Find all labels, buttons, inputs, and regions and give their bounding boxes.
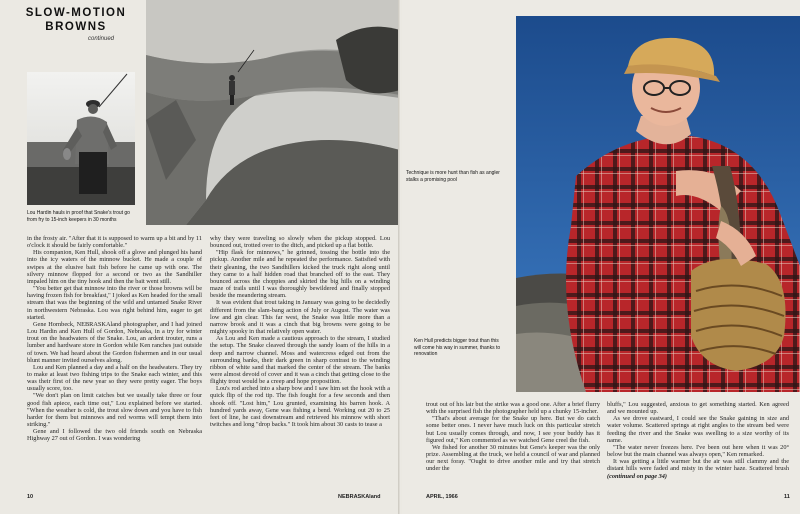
portrait-photo-caption: Ken Hull predicts bigger trout than this will come his way in summer, thanks to renovation — [414, 338, 501, 357]
col2-para-3: It was evident that trout taking in January was going to be decidedly different from the slam-bang action of July or August. The water was low and gin clear. This far west, the Snake was little more than a narrow brook and it was a cinch that big browns were going to be mighty spooky in that relatively open water. — [210, 299, 390, 336]
col3-para-2: "That's about average for the Snake up here. But we do catch some better ones. I never have much luck on this particular stretch but Lou usually comes through, and now, I see your buddy has it figured out," Ken commented as we watched Gene creel the fish. — [426, 415, 600, 444]
continued-on-page: (continued on page 34) — [607, 472, 667, 480]
article-column-2 — [210, 235, 390, 485]
angler-photo-image — [27, 72, 135, 205]
col4-para-3: "The water never freezes here. I've been out here when it was 20° below but the main channel was always open," Ken remarked. — [607, 443, 789, 459]
right-page — [402, 0, 800, 514]
col1-para-1: in the frosty air. "After that it is supposed to warm up a bit and by 11 o'clock it should be fairly comfortable." — [27, 235, 202, 250]
col1-para-5: Lou and Ken planned a day and a half on the headwaters. They try to make at least two fishing trips to the Snake each winter, and this was their first of the new year so they were pretty eager. The boys usually score, too. — [27, 363, 202, 393]
left-magazine-name: NEBRASKAland — [338, 494, 381, 500]
col4-para-2: As we drove eastward, I could see the Snake gaining in size and water volume. Scattered springs at right angles to the stream bed were feeding the river and the Snake was swelling to a size worthy of its name. — [607, 415, 789, 444]
article-column-4 — [607, 401, 789, 493]
right-page-date: APRIL, 1966 — [426, 494, 458, 500]
stream-photo-caption: Technique is more hunt than fish as angler stalks a promising pool — [406, 170, 500, 183]
portrait-photo-image — [516, 16, 800, 392]
col3-para-3: We fished for another 30 minutes but Gene's keeper was the only prize. Assembling at the truck, we held a council of war and planned our next foray. "Ought to drive another mile and try that stretch under the — [426, 443, 600, 473]
article-column-1 — [27, 235, 202, 485]
stream-photo-image — [146, 0, 400, 225]
title-line-2: BROWNS — [45, 21, 107, 33]
col1-para-2: His companion, Ken Hull, shook off a glove and plunged his hand into the icy waters of the minnow bucket. He made a couple of swipes at the elusive bait fish before he came up with one. The silvery minnow flopped for a second or two as the Sandhiller impaled him on the tiny hook and then the bait went still. — [27, 249, 202, 285]
col1-para-4: Gene Hornbeck, NEBRASKAland photographer, and I had joined Lou Hardin and Ken Hull of Gordon, Nebraska, in a try for winter trout on the headwaters of the Snake. Lou, an ardent trouter, runs a lumber and hardware store in Gordon while Ken ranches just outside of town. We had heard about the Gordon fishermen and in our usual blunt manner invited ourselves along. — [27, 320, 202, 364]
col4-para-1: bluffs," Lou suggested, anxious to get something started. Ken agreed and we mounted up. — [607, 401, 789, 416]
stream-photo — [146, 0, 400, 225]
col2-para-1: why they were traveling so slowly when the pickup stopped. Lou bounced out, trotted over to the ditch, and picked up a flat bottle. — [210, 235, 390, 250]
col1-para-6: "We don't plan on limit catches but we usually take three or four good fish apiece, each time out," Lou explained before we started. "When the weather is cold, the trout slow down and you have to fish harder for them but minnows and red worms will tempt them into striking." — [27, 392, 202, 429]
portrait-photo — [516, 16, 800, 392]
right-page-number: 11 — [784, 494, 790, 500]
article-title — [16, 6, 136, 34]
col2-para-4: As Lou and Ken made a cautious approach to the stream, I studied the setup. The Snake cleaved through the sandy loam of the hills in a deep and narrow channel. Moss and watercress edged out from the surrounding banks, their dark green in sharp contrast to the winding ribbon of white sand that marked the center of the stream. The banks were almost devoid of cover and it was a cinch that getting close to the flighty trout would be a creep and hope proposition. — [210, 335, 390, 386]
angler-photo-caption: Lou Hardin hauls in proof that Snake's trout go from fry to 15-inch keepers in 30 months — [27, 210, 130, 223]
angler-photo — [27, 72, 135, 205]
continued-label: continued — [88, 36, 115, 42]
col1-para-7: Gene and I followed the two old friends south on Nebraska Highway 27 out of Gordon. I was wondering — [27, 428, 202, 443]
title-line-1: SLOW-MOTION — [25, 7, 127, 19]
col1-para-3: "You better get that minnow into the river or those browns will be having frozen fish for breakfast," I joked as Ken headed for the small stream that was the beginning of the wild and untamed Snake River in northwestern Nebraska. Lou was right behind him, eager to get started. — [27, 285, 202, 321]
col4-para-4 — [607, 458, 789, 479]
col4-para-4-text: It was getting a little warmer but the air was still clammy and the distant hills were faded and misty in the winter haze. Scattered brush — [607, 458, 789, 473]
col3-para-1: trout out of his lair but the strike was a good one. After a brief flurry with the surprised fish the photographer held up a chunky 15-incher. — [426, 401, 600, 416]
col2-para-5: Lou's rod arched into a sharp bow and I saw him set the hook with a quick flip of the rod tip. The fish fought for a few seconds and then shook off. "Lost him," Lou grunted, examining his barren hook. A hundred yards away, Gene was fishing a bend. Working out 20 to 25 feet of line, he cast downstream and retrieved his minnow with short twitches and long "drop backs." It took him about 30 casts to tease a — [210, 385, 390, 429]
col2-para-2: "Hip flask for minnows," he grinned, tossing the bottle into the pickup. Another mile and he repeated the performance. Satisfied with their gleaning, the two Sandhillers kicked the truck right along until they came to a half hidden road that branched off to the east. They bounced across the choppies and skirted the big hills on a winding maze of trails until I was thoroughly bewildered and finally stopped beside the meandering stream. — [210, 249, 390, 300]
left-page-number: 10 — [27, 494, 34, 500]
article-column-3 — [426, 401, 600, 493]
